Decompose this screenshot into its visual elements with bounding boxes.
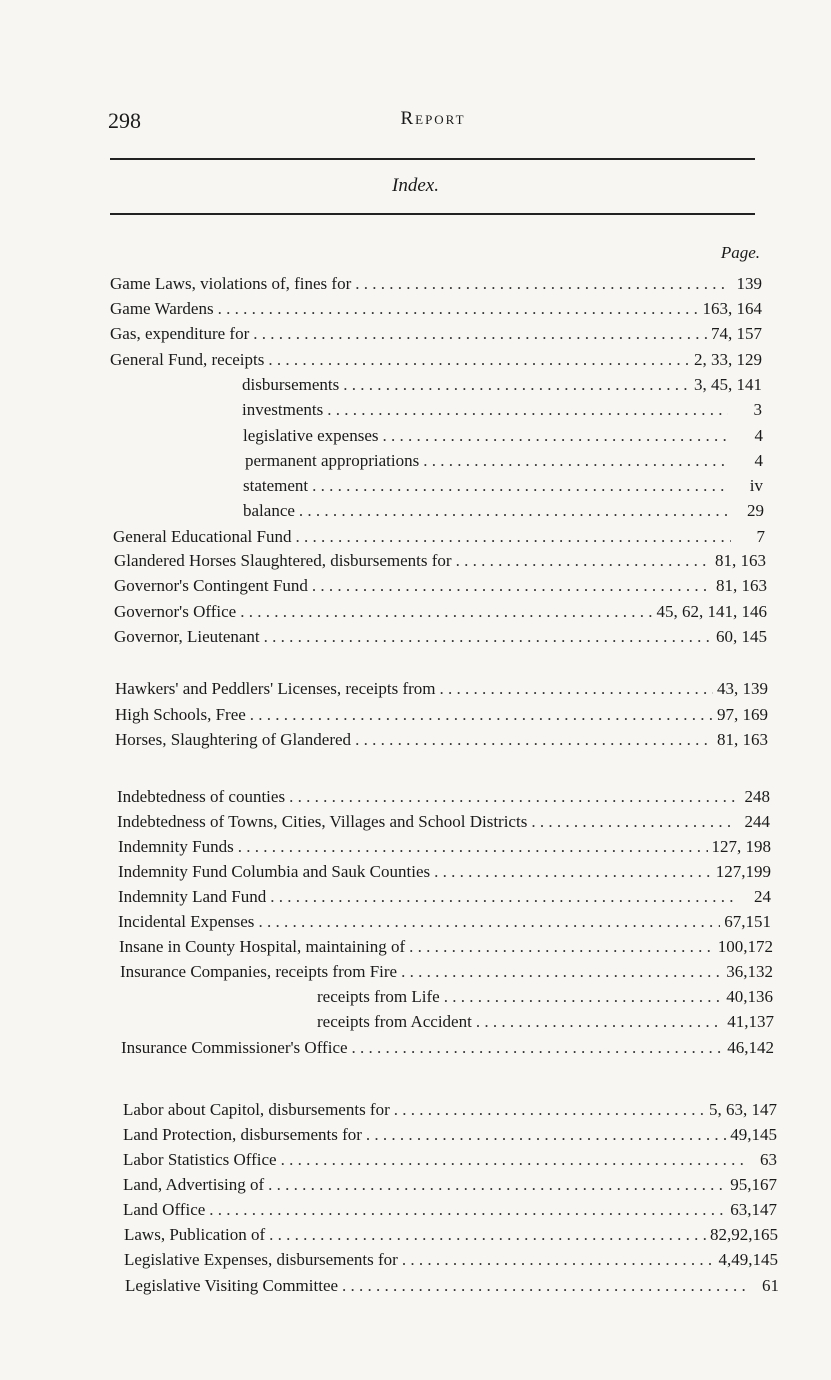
entry-pages: 61 [762, 1276, 779, 1295]
dot-leader [383, 424, 730, 448]
index-entry [243, 424, 763, 448]
index-entry [243, 474, 763, 498]
dot-leader [299, 499, 730, 523]
dot-leader [342, 1274, 745, 1298]
index-entry [118, 860, 771, 884]
index-entry [123, 1198, 777, 1222]
entry-pages: 63,147 [730, 1200, 777, 1219]
entry-pages: 74, 157 [711, 324, 762, 343]
entry-pages: 40,136 [726, 987, 773, 1006]
entry-label: Indebtedness of counties [117, 787, 286, 806]
entry-label: Glandered Horses Slaughtered, disbursements for [114, 551, 452, 570]
entry-pages: 7 [756, 527, 765, 546]
index-entry [124, 1248, 778, 1272]
dot-leader [366, 1123, 726, 1147]
entry-pages: 2, 33, 129 [694, 350, 762, 369]
entry-label: Indebtedness of Towns, Cities, Villages and School Districts [117, 812, 528, 831]
entry-label: Laws, Publication of [124, 1225, 266, 1244]
entry-pages: 3 [753, 400, 762, 419]
index-entry [121, 1036, 774, 1060]
entry-label: Land Protection, disbursements for [123, 1125, 362, 1144]
entry-label: permanent appropriations [245, 451, 420, 470]
entry-label: Game Laws, violations of, fines for [110, 274, 352, 293]
index-entry [110, 348, 762, 372]
dot-leader [434, 860, 712, 884]
entry-pages: 29 [747, 501, 764, 520]
dot-leader [250, 703, 713, 727]
entry-pages: 5, 63, 147 [709, 1100, 777, 1119]
entry-label: Insurance Commissioner's Office [121, 1038, 348, 1057]
entry-pages: 244 [744, 812, 770, 831]
dot-leader [289, 785, 736, 809]
entry-label: Land, Advertising of [123, 1175, 265, 1194]
index-entry [125, 1274, 779, 1298]
index-entry [110, 272, 762, 296]
index-entry [242, 373, 762, 397]
entry-pages: 139 [736, 274, 762, 293]
entry-pages: 63 [760, 1150, 777, 1169]
index-entry [115, 703, 768, 727]
entry-label: High Schools, Free [115, 705, 246, 724]
entry-label: balance [243, 501, 295, 520]
index-entry [242, 398, 762, 422]
index-entry [118, 885, 771, 909]
entry-pages: 41,137 [727, 1012, 774, 1031]
dot-leader [253, 322, 707, 346]
page-number: 298 [108, 108, 141, 133]
entry-pages: 4,49,145 [718, 1250, 778, 1269]
entry-label: Gas, expenditure for [110, 324, 250, 343]
entry-pages: 46,142 [727, 1038, 774, 1057]
dot-leader [264, 625, 712, 649]
entry-label: Labor Statistics Office [123, 1150, 277, 1169]
index-entry [123, 1148, 777, 1172]
index-entry [115, 677, 768, 701]
dot-leader [270, 885, 737, 909]
entry-pages: 163, 164 [702, 299, 762, 318]
entry-pages: 4 [754, 451, 763, 470]
entry-pages: 45, 62, 141, 146 [656, 602, 767, 621]
entry-pages: 100,172 [717, 937, 773, 956]
dot-leader [218, 297, 699, 321]
entry-pages: 43, 139 [717, 679, 768, 698]
entry-label: Legislative Expenses, disbursements for [124, 1250, 398, 1269]
entry-label: statement [243, 476, 309, 495]
entry-label: Insane in County Hospital, maintaining of [119, 937, 406, 956]
entry-pages: 81, 163 [717, 730, 768, 749]
entry-pages: 24 [754, 887, 771, 906]
index-entry [123, 1123, 777, 1147]
dot-leader [476, 1010, 723, 1034]
index-entry [114, 600, 767, 624]
dot-leader [394, 1098, 705, 1122]
dot-leader [355, 728, 713, 752]
dot-leader [456, 549, 711, 573]
entry-label: receipts from Life [317, 987, 440, 1006]
dot-leader [268, 348, 690, 372]
entry-label: General Fund, receipts [110, 350, 265, 369]
index-entry [243, 499, 764, 523]
entry-label: Labor about Capitol, disbursements for [123, 1100, 390, 1119]
dot-leader [240, 600, 652, 624]
entry-label: Hawkers' and Peddlers' Licenses, receipts from [115, 679, 436, 698]
entry-pages: 82,92,165 [710, 1225, 778, 1244]
dot-leader [355, 272, 728, 296]
index-entry [110, 322, 762, 346]
index-entry [120, 960, 773, 984]
dot-leader [268, 1173, 726, 1197]
dot-leader [343, 373, 690, 397]
index-entry [114, 625, 767, 649]
index-entry [114, 549, 766, 573]
page-column-heading: Page. [720, 243, 760, 262]
entry-label: Horses, Slaughtering of Glandered [115, 730, 352, 749]
entry-label: General Educational Fund [113, 527, 292, 546]
index-entry [114, 574, 767, 598]
entry-pages: 36,132 [726, 962, 773, 981]
bottom-rule [110, 213, 755, 215]
dot-leader [440, 677, 713, 701]
entry-label: Incidental Expenses [118, 912, 255, 931]
index-entry [317, 1010, 774, 1034]
dot-leader [238, 835, 708, 859]
entry-label: Indemnity Funds [118, 837, 234, 856]
entry-label: investments [242, 400, 324, 419]
index-entry [124, 1223, 778, 1247]
index-entry [123, 1098, 777, 1122]
dot-leader [209, 1198, 726, 1222]
page-header [108, 104, 758, 134]
entry-pages: 95,167 [730, 1175, 777, 1194]
section-title: Index. [392, 175, 439, 196]
running-title: Report [400, 108, 466, 129]
entry-label: Governor's Contingent Fund [114, 576, 308, 595]
dot-leader [531, 810, 736, 834]
index-entry [113, 525, 765, 549]
entry-label: Insurance Companies, receipts from Fire [120, 962, 398, 981]
dot-leader [444, 985, 723, 1009]
top-rule [110, 158, 755, 160]
dot-leader [269, 1223, 706, 1247]
dot-leader [352, 1036, 724, 1060]
dot-leader [423, 449, 729, 473]
index-entry [117, 785, 770, 809]
dot-leader [281, 1148, 743, 1172]
entry-label: Game Wardens [110, 299, 214, 318]
entry-pages: 81, 163 [716, 576, 767, 595]
entry-pages: 4 [754, 426, 763, 445]
entry-label: Indemnity Fund Columbia and Sauk Counties [118, 862, 431, 881]
index-entry [317, 985, 773, 1009]
index-entry [117, 810, 770, 834]
index-entry [245, 449, 763, 473]
dot-leader [401, 960, 722, 984]
entry-label: legislative expenses [243, 426, 379, 445]
entry-label: disbursements [242, 375, 340, 394]
dot-leader [402, 1248, 715, 1272]
entry-label: Governor, Lieutenant [114, 627, 260, 646]
index-entry [118, 910, 771, 934]
entry-pages: 3, 45, 141 [694, 375, 762, 394]
entry-pages: 248 [744, 787, 770, 806]
entry-pages: 81, 163 [715, 551, 766, 570]
dot-leader [312, 474, 729, 498]
entry-label: Legislative Visiting Committee [125, 1276, 339, 1295]
index-entry [118, 835, 771, 859]
dot-leader [312, 574, 712, 598]
entry-label: Indemnity Land Fund [118, 887, 267, 906]
dot-leader [258, 910, 720, 934]
entry-pages: 127, 198 [711, 837, 771, 856]
dot-leader [295, 525, 731, 549]
entry-pages: 49,145 [730, 1125, 777, 1144]
entry-label: receipts from Accident [317, 1012, 472, 1031]
dot-leader [409, 935, 714, 959]
index-entry [110, 297, 762, 321]
dot-leader [327, 398, 728, 422]
entry-label: Governor's Office [114, 602, 237, 621]
index-entry [123, 1173, 777, 1197]
entry-pages: 60, 145 [716, 627, 767, 646]
entry-pages: iv [749, 476, 763, 495]
index-entry [115, 728, 768, 752]
entry-pages: 97, 169 [717, 705, 768, 724]
entry-label: Land Office [123, 1200, 206, 1219]
entry-pages: 67,151 [724, 912, 771, 931]
index-entry [119, 935, 773, 959]
entry-pages: 127,199 [715, 862, 771, 881]
